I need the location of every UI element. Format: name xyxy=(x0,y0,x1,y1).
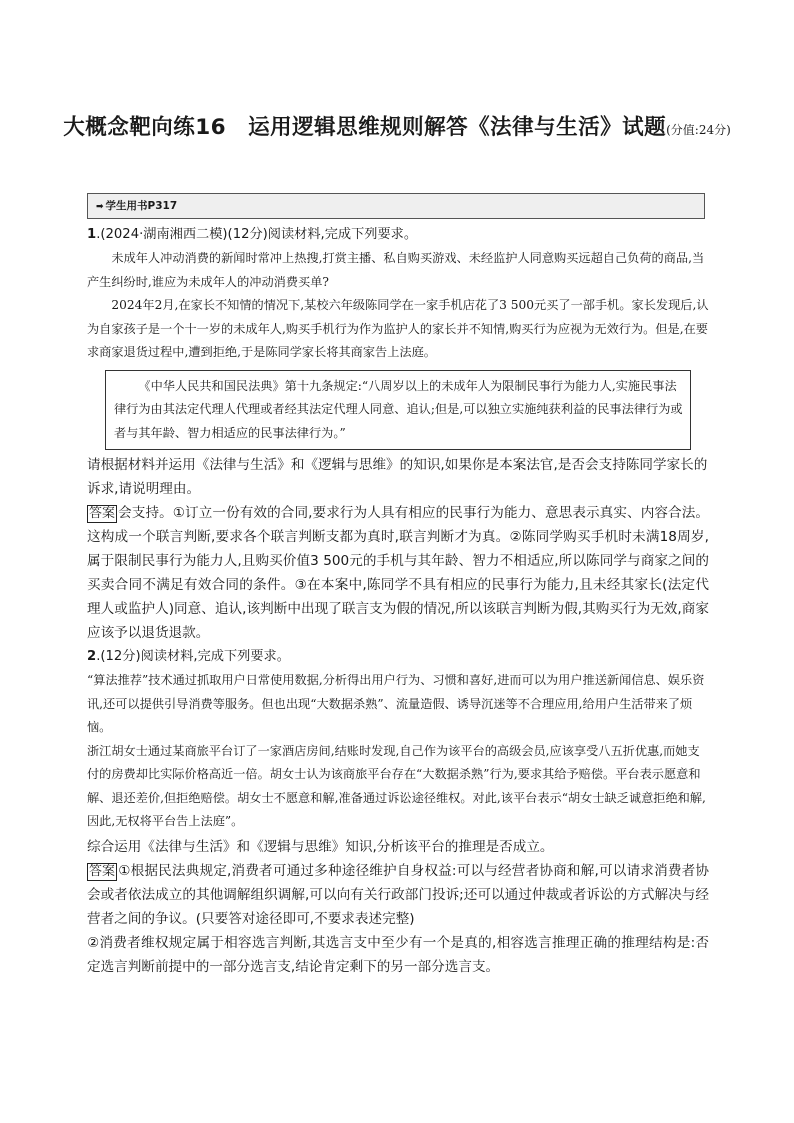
arrow-icon: ➡ xyxy=(96,202,104,212)
question-1-stem-text: .(2024·湖南湘西二模)(12分)阅读材料,完成下列要求。 xyxy=(96,227,418,242)
question-content xyxy=(87,223,709,979)
question-2-prompt: 综合运用《法律与生活》和《逻辑与思维》知识,分析该平台的推理是否成立。 xyxy=(87,838,554,855)
material-paragraph: 2024年2月,在家长不知情的情况下,某校六年级陈同学在一家手机店花了3 500元买了一部手机。家长发现后,认为自家孩子是一个十一岁的未成年人,购买手机行为作为监护人的家长并不知情,购买行为应视为无效行为。但是,在要求商家退货过程中,遭到拒绝,于是陈同学家长将其商家告上法庭。 xyxy=(87,298,709,359)
question-2 xyxy=(87,645,709,979)
material-paragraph: 浙江胡女士通过某商旅平台订了一家酒店房间,结账时发现,自己作为该平台的高级会员,应该享受八五折优惠,而她支付的房费却比实际价格高近一倍。胡女士认为该商旅平台存在“大数据杀熟”行为,要求其给予赔偿。平台表示愿意和解、退还差价,但拒绝赔偿。胡女士不愿意和解,准备通过诉讼途径维权。对此,该平台表示“胡女士缺乏诚意拒绝和解,因此,无权将平台告上法庭”。 xyxy=(87,743,706,828)
answer-tag: 答案 xyxy=(89,863,116,879)
bar-label: 学生用书P317 xyxy=(105,200,178,212)
question-2-stem-text: .(12分)阅读材料,完成下列要求。 xyxy=(96,649,290,664)
question-1-answer xyxy=(87,501,709,645)
question-2-stem xyxy=(87,645,709,669)
textbook-reference-bar xyxy=(87,193,705,219)
material-paragraph: “算法推荐”技术通过抓取用户日常使用数据,分析得出用户行为、习惯和喜好,进而可以为用户推送新闻信息、娱乐资讯,还可以提供引导消费等服务。但也出现“大数据杀熟”、流量造假、诱导沉迷等不合理应用,给用户生活带来了烦恼。 xyxy=(87,673,705,734)
question-number: 2 xyxy=(87,649,97,664)
answer-text: 会支持。①订立一份有效的合同,要求行为人具有相应的民事行为能力、意思表示真实、内容合法。这构成一个联言判断,要求各个联言判断支都为真时,联言判断才为真。②陈同学购买手机时未满18周岁,属于限制民事行为能力人,且购买价值3 500元的手机与其年龄、智力不相适应,所以陈同学与商家之间的买卖合同不满足有效合同的条件。③在本案中,陈同学不具有相应的民事行为能力,且未经其家长(法定代理人或监护人)同意、追认,该判断中出现了联言支为假的情况,所以该联言判断为假,其购买行为无效,商家应该予以退货退款。 xyxy=(87,505,709,641)
question-2-answer xyxy=(87,859,709,931)
question-1 xyxy=(87,223,709,645)
question-2-answer-continued: ②消费者维权规定属于相容选言判断,其选言支中至少有一个是真的,相容选言推理正确的推理结构是:否定选言判断前提中的一部分选言支,结论肯定剩下的另一部分选言支。 xyxy=(87,934,709,975)
page-title xyxy=(60,104,734,154)
answer-text: ①根据民法典规定,消费者可通过多种途径维护自身权益:可以与经营者协商和解,可以请求消费者协会或者依法成立的其他调解组织调解,可以向有关行政部门投诉;还可以通过仲裁或者诉讼的方式解决与经营者之间的争议。(只要答对途径即可,不要求表述完整) xyxy=(87,862,709,927)
title-score: (分值:24分) xyxy=(666,123,731,137)
title-main: 大概念靶向练16 运用逻辑思维规则解答《法律与生活》试题 xyxy=(63,115,667,140)
question-1-prompt: 请根据材料并运用《法律与生活》和《逻辑与思维》的知识,如果你是本案法官,是否会支持陈同学家长的诉求,请说明理由。 xyxy=(87,457,708,497)
civil-code-excerpt-box: 《中华人民共和国民法典》第十九条规定:“八周岁以上的未成年人为限制民事行为能力人,实施民事法律行为由其法定代理人代理或者经其法定代理人同意、追认;但是,可以独立实施纯获利益的民事法律行为或者与其年龄、智力相适应的民事法律行为。” xyxy=(105,370,691,451)
question-number: 1 xyxy=(87,227,97,242)
question-1-stem xyxy=(87,223,709,247)
material-paragraph: 未成年人冲动消费的新闻时常冲上热搜,打赏主播、私自购买游戏、未经监护人同意购买远超自己负荷的商品,当产生纠纷时,谁应为未成年人的冲动消费买单? xyxy=(87,251,705,289)
answer-tag: 答案 xyxy=(89,506,116,521)
